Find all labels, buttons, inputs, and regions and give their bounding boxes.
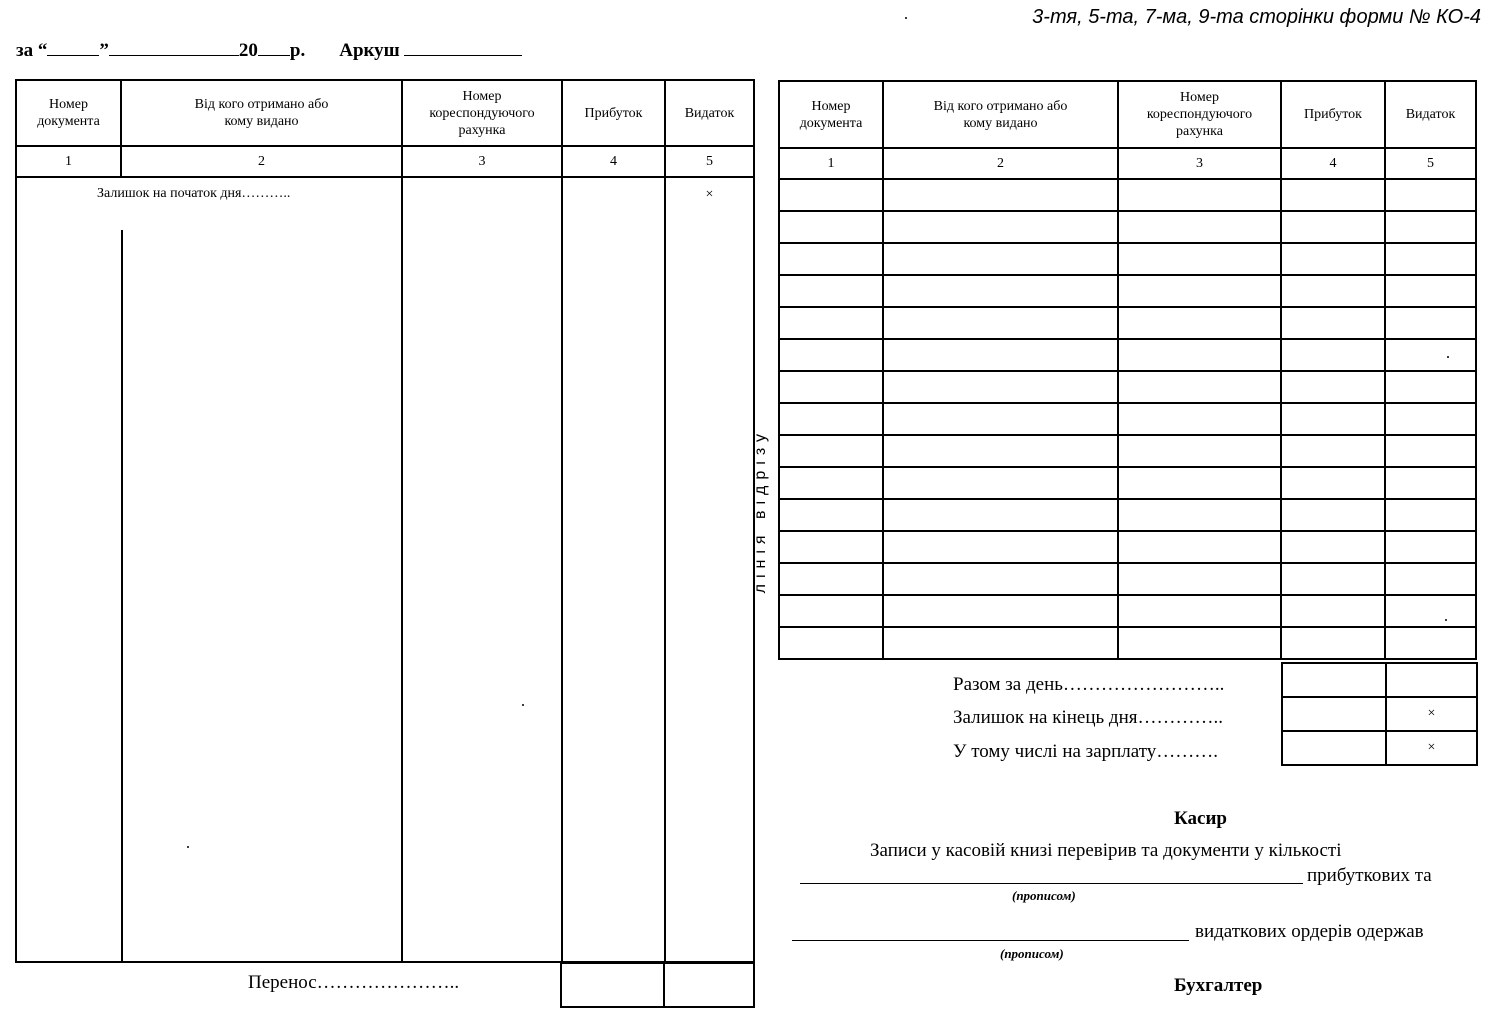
entry-cell[interactable] bbox=[1281, 307, 1385, 339]
entry-cell[interactable] bbox=[1118, 499, 1281, 531]
entry-cell[interactable] bbox=[883, 595, 1118, 627]
sheet-label: Аркуш bbox=[339, 40, 400, 61]
scan-speck bbox=[905, 17, 907, 19]
expense-count-line[interactable] bbox=[792, 940, 1189, 941]
entry-cell[interactable] bbox=[1281, 531, 1385, 563]
carry-expense-cell[interactable] bbox=[664, 963, 754, 1007]
entry-cell[interactable] bbox=[779, 371, 883, 403]
entry-cell[interactable] bbox=[779, 595, 883, 627]
entry-cell[interactable] bbox=[1118, 595, 1281, 627]
entry-cell[interactable] bbox=[883, 339, 1118, 371]
entry-cell[interactable] bbox=[1281, 179, 1385, 211]
entry-cell[interactable] bbox=[1281, 595, 1385, 627]
entry-cell[interactable] bbox=[1385, 339, 1476, 371]
col-num-4: 4 bbox=[562, 146, 665, 177]
entry-cell[interactable] bbox=[883, 627, 1118, 659]
entry-cell[interactable] bbox=[1385, 211, 1476, 243]
entry-cell[interactable] bbox=[1385, 563, 1476, 595]
col-num-2: 2 bbox=[883, 148, 1118, 179]
entry-cell[interactable] bbox=[779, 499, 883, 531]
cashier-label: Касир bbox=[1174, 808, 1227, 829]
entry-cell[interactable] bbox=[779, 531, 883, 563]
salary-row bbox=[1282, 731, 1477, 765]
entry-row bbox=[779, 339, 1476, 371]
entry-row bbox=[779, 307, 1476, 339]
year-prefix: 20 bbox=[238, 40, 258, 61]
year-suffix: р. bbox=[289, 40, 306, 61]
entry-cell[interactable] bbox=[1385, 595, 1476, 627]
cut-line-label: лінія відрізу bbox=[752, 428, 769, 594]
entry-cell[interactable] bbox=[1385, 243, 1476, 275]
income-orders-label: прибуткових та bbox=[1307, 865, 1432, 886]
x-mark: × bbox=[705, 187, 714, 202]
entry-row bbox=[779, 211, 1476, 243]
col-income: Прибуток bbox=[562, 80, 665, 146]
entry-cell[interactable] bbox=[883, 243, 1118, 275]
carry-over-label: Перенос………………….. bbox=[248, 972, 460, 993]
entry-row bbox=[779, 403, 1476, 435]
entry-row bbox=[779, 467, 1476, 499]
entry-cell[interactable] bbox=[779, 339, 883, 371]
col-doc-number: Номер документа bbox=[779, 81, 883, 148]
entry-row bbox=[779, 179, 1476, 211]
column-number-row bbox=[779, 148, 1476, 179]
expense-orders-label: видаткових ордерів одержав bbox=[1195, 921, 1424, 942]
entry-cell[interactable] bbox=[1118, 403, 1281, 435]
col-account: Номер кореспондуючого рахунка bbox=[1118, 81, 1281, 148]
entry-cell[interactable] bbox=[1118, 243, 1281, 275]
verification-intro: Записи у касовій книзі перевірив та документи у кількості bbox=[870, 840, 1342, 861]
expense-entry-cell[interactable] bbox=[665, 177, 754, 962]
col-doc-number: Номер документа bbox=[16, 80, 121, 146]
entry-cell[interactable] bbox=[1385, 531, 1476, 563]
entry-cell[interactable] bbox=[1118, 467, 1281, 499]
entry-cell[interactable] bbox=[1118, 307, 1281, 339]
summary-table bbox=[1281, 662, 1478, 766]
col-num-4: 4 bbox=[1281, 148, 1385, 179]
opening-balance-cell[interactable] bbox=[16, 177, 402, 962]
income-count-line[interactable] bbox=[800, 883, 1303, 884]
col-expense: Видаток bbox=[1385, 81, 1476, 148]
income-entry-cell[interactable] bbox=[562, 177, 665, 962]
sheet-blank[interactable] bbox=[404, 55, 522, 56]
date-prefix: за “ bbox=[16, 40, 48, 61]
day-total-row bbox=[1282, 663, 1477, 697]
entry-cell[interactable] bbox=[883, 211, 1118, 243]
entry-cell[interactable] bbox=[1385, 467, 1476, 499]
entry-cell[interactable] bbox=[1281, 403, 1385, 435]
entry-row bbox=[779, 627, 1476, 659]
col-from-to: Від кого отримано або кому видано bbox=[121, 80, 402, 146]
day-total-label: Разом за день…………………….. bbox=[953, 674, 1225, 695]
entry-cell[interactable] bbox=[883, 403, 1118, 435]
day-total-expense[interactable] bbox=[1386, 663, 1477, 697]
entry-cell[interactable] bbox=[779, 211, 883, 243]
entry-cell[interactable] bbox=[1385, 403, 1476, 435]
entry-cell[interactable] bbox=[1118, 531, 1281, 563]
closing-balance-x bbox=[1386, 697, 1477, 731]
scan-speck bbox=[1447, 356, 1449, 358]
entry-cell[interactable] bbox=[779, 467, 883, 499]
header-row bbox=[779, 81, 1476, 148]
entry-cell[interactable] bbox=[1281, 371, 1385, 403]
body-row bbox=[16, 177, 754, 962]
x-mark: × bbox=[1427, 706, 1436, 721]
closing-balance-row bbox=[1282, 697, 1477, 731]
entry-cell[interactable] bbox=[1281, 499, 1385, 531]
entry-cell[interactable] bbox=[1385, 275, 1476, 307]
scan-speck bbox=[1445, 619, 1447, 621]
column-divider bbox=[121, 230, 123, 961]
entry-cell[interactable] bbox=[883, 563, 1118, 595]
date-sheet-line bbox=[16, 40, 522, 62]
scan-speck bbox=[187, 846, 189, 848]
entry-cell[interactable] bbox=[1118, 627, 1281, 659]
entry-cell[interactable] bbox=[883, 307, 1118, 339]
entry-cell[interactable] bbox=[1385, 627, 1476, 659]
entry-cell[interactable] bbox=[883, 467, 1118, 499]
closing-balance-label: Залишок на кінець дня………….. bbox=[953, 707, 1223, 728]
col-num-3: 3 bbox=[402, 146, 562, 177]
col-num-1: 1 bbox=[779, 148, 883, 179]
entry-cell[interactable] bbox=[779, 275, 883, 307]
entry-cell[interactable] bbox=[883, 435, 1118, 467]
carry-over-table bbox=[560, 962, 755, 1008]
col-expense: Видаток bbox=[665, 80, 754, 146]
entry-cell[interactable] bbox=[779, 627, 883, 659]
col-num-5: 5 bbox=[665, 146, 754, 177]
entry-cell[interactable] bbox=[1281, 563, 1385, 595]
col-num-1: 1 bbox=[16, 146, 121, 177]
entry-cell[interactable] bbox=[779, 435, 883, 467]
entry-row bbox=[779, 243, 1476, 275]
entry-row bbox=[779, 563, 1476, 595]
entry-cell[interactable] bbox=[1118, 435, 1281, 467]
salary-income[interactable] bbox=[1282, 731, 1386, 765]
scan-speck bbox=[522, 704, 524, 706]
entry-cell[interactable] bbox=[1281, 243, 1385, 275]
day-total-income[interactable] bbox=[1282, 663, 1386, 697]
entry-cell[interactable] bbox=[1385, 435, 1476, 467]
entry-cell[interactable] bbox=[1281, 339, 1385, 371]
col-num-2: 2 bbox=[121, 146, 402, 177]
col-num-5: 5 bbox=[1385, 148, 1476, 179]
entry-row bbox=[779, 595, 1476, 627]
entry-rows bbox=[779, 179, 1476, 659]
salary-x bbox=[1386, 731, 1477, 765]
year-blank[interactable] bbox=[258, 55, 290, 56]
form-caption: 3-тя, 5-та, 7-ма, 9-та сторінки форми № КО-4 bbox=[1032, 6, 1481, 28]
entry-cell[interactable] bbox=[1281, 211, 1385, 243]
left-cash-table bbox=[15, 79, 755, 963]
x-mark: × bbox=[1427, 740, 1436, 755]
entry-row bbox=[779, 371, 1476, 403]
entry-row bbox=[779, 531, 1476, 563]
entry-cell[interactable] bbox=[1385, 371, 1476, 403]
entry-row bbox=[779, 499, 1476, 531]
accountant-label: Бухгалтер bbox=[1174, 975, 1263, 996]
in-words-note-2: (прописом) bbox=[1000, 946, 1064, 961]
entry-cell[interactable] bbox=[883, 179, 1118, 211]
entry-cell[interactable] bbox=[1118, 339, 1281, 371]
entry-cell[interactable] bbox=[1118, 371, 1281, 403]
entry-cell[interactable] bbox=[1118, 211, 1281, 243]
col-account: Номер кореспондуючого рахунка bbox=[402, 80, 562, 146]
date-quote-close: ” bbox=[99, 40, 109, 61]
entry-cell[interactable] bbox=[779, 307, 883, 339]
entry-cell[interactable] bbox=[1281, 467, 1385, 499]
entry-cell[interactable] bbox=[883, 275, 1118, 307]
in-words-note-1: (прописом) bbox=[1012, 888, 1076, 903]
entry-cell[interactable] bbox=[1118, 563, 1281, 595]
entry-cell[interactable] bbox=[779, 243, 883, 275]
entry-cell[interactable] bbox=[1118, 179, 1281, 211]
entry-row bbox=[779, 275, 1476, 307]
month-blank[interactable] bbox=[109, 55, 239, 56]
entry-cell[interactable] bbox=[1385, 499, 1476, 531]
entry-cell[interactable] bbox=[779, 403, 883, 435]
opening-balance-label: Залишок на початок дня……….. bbox=[97, 186, 291, 201]
entry-cell[interactable] bbox=[1281, 275, 1385, 307]
closing-balance-income[interactable] bbox=[1282, 697, 1386, 731]
right-cash-table bbox=[778, 80, 1477, 660]
entry-cell[interactable] bbox=[779, 179, 883, 211]
entry-cell[interactable] bbox=[883, 371, 1118, 403]
entry-cell[interactable] bbox=[883, 499, 1118, 531]
col-from-to: Від кого отримано або кому видано bbox=[883, 81, 1118, 148]
col-income: Прибуток bbox=[1281, 81, 1385, 148]
entry-cell[interactable] bbox=[1385, 307, 1476, 339]
column-number-row bbox=[16, 146, 754, 177]
entry-row bbox=[779, 435, 1476, 467]
entry-cell[interactable] bbox=[1281, 435, 1385, 467]
entry-cell[interactable] bbox=[1281, 627, 1385, 659]
header-row bbox=[16, 80, 754, 146]
account-entry-cell[interactable] bbox=[402, 177, 562, 962]
entry-cell[interactable] bbox=[883, 531, 1118, 563]
salary-label: У тому числі на зарплату………. bbox=[953, 741, 1219, 762]
entry-cell[interactable] bbox=[779, 563, 883, 595]
col-num-3: 3 bbox=[1118, 148, 1281, 179]
entry-cell[interactable] bbox=[1118, 275, 1281, 307]
entry-cell[interactable] bbox=[1385, 179, 1476, 211]
carry-income-cell[interactable] bbox=[561, 963, 664, 1007]
day-blank[interactable] bbox=[47, 55, 99, 56]
